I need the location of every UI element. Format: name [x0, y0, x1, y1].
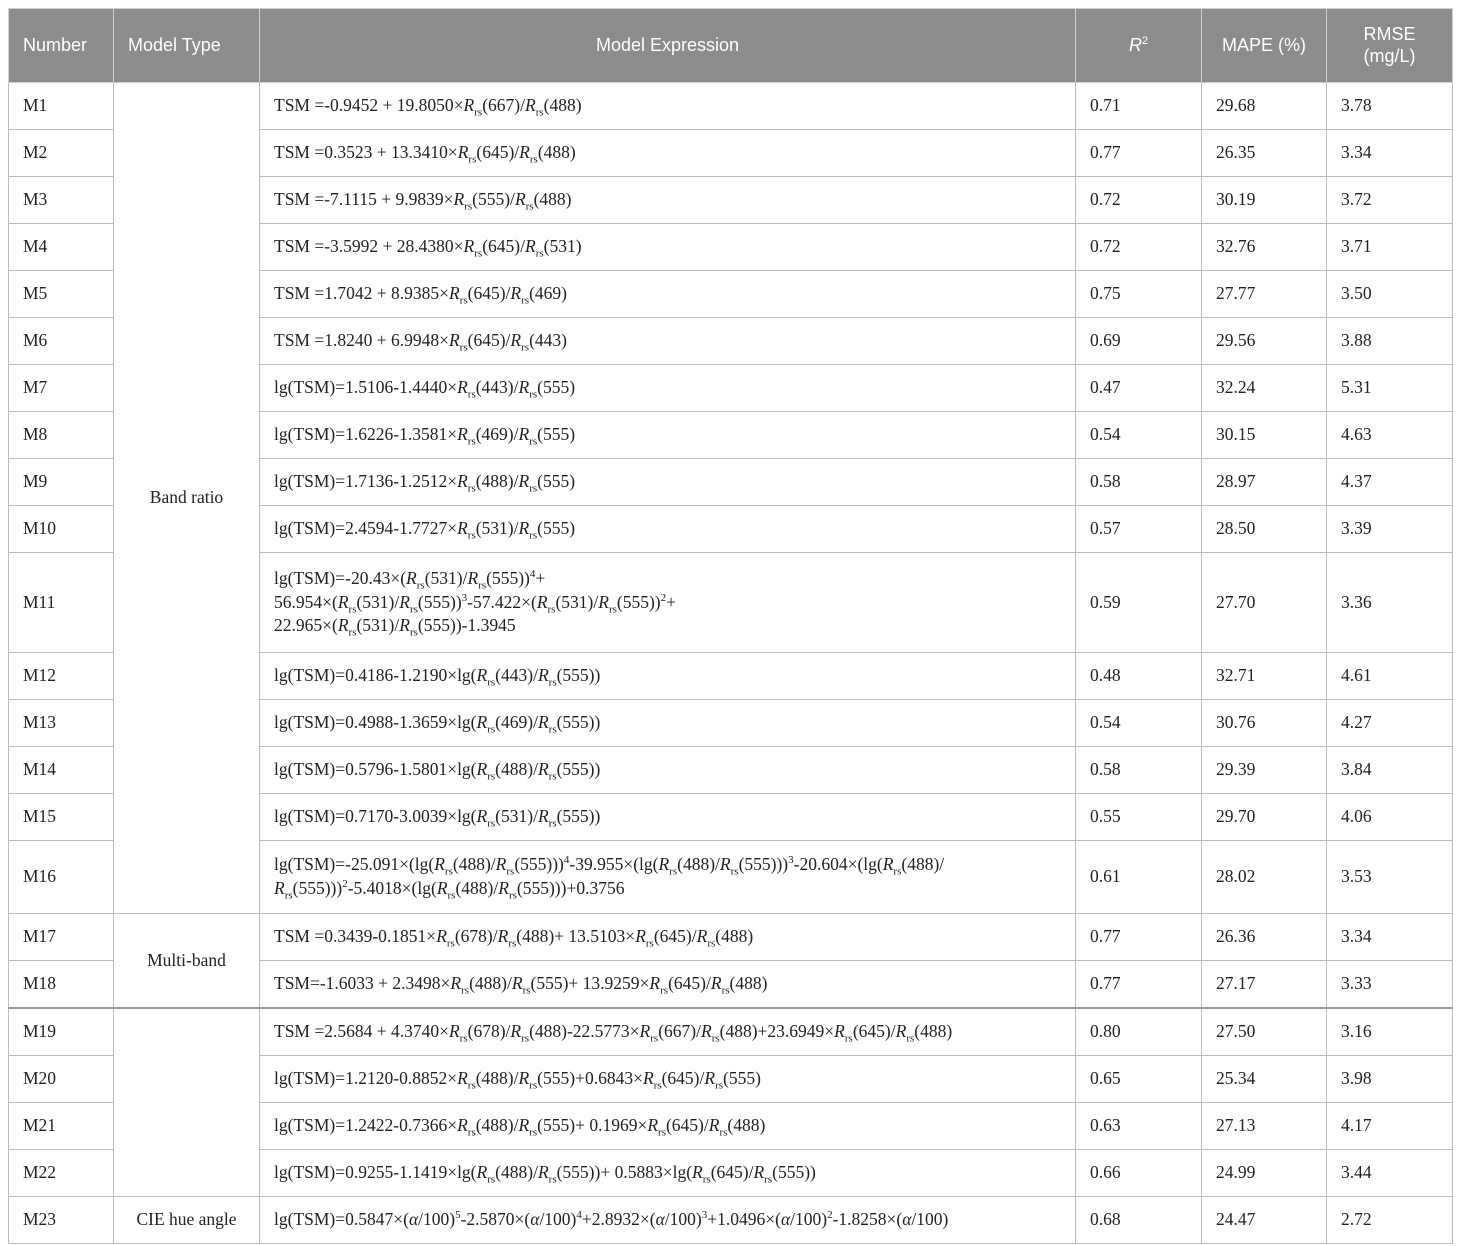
table-body	[9, 83, 1453, 1244]
cell-rmse: 3.36	[1327, 553, 1453, 653]
cell-expression: $\lg(TSM)=0.4186-1.2190\times\lg(R_{rs}(443)/R_{rs}(555))$	[260, 653, 1076, 700]
cell-r2: 0.58	[1076, 747, 1202, 794]
cell-number: M22	[9, 1150, 114, 1197]
cell-mape: 29.39	[1202, 747, 1327, 794]
cell-mape: 32.71	[1202, 653, 1327, 700]
header-number: Number	[9, 9, 114, 83]
cell-rmse: 4.06	[1327, 794, 1453, 841]
cell-rmse: 4.61	[1327, 653, 1453, 700]
table-row	[9, 1008, 1453, 1056]
cell-model-type: Band ratio	[114, 83, 260, 914]
cell-model-type: Multi-band	[114, 914, 260, 1009]
cell-expression: $\lg(TSM)=0.4988-1.3659\times\lg(R_{rs}(469)/R_{rs}(555))$	[260, 700, 1076, 747]
cell-expression: $\lg(TSM)=-25.091\times(\lg(R_{rs}(488)/R_{rs}(555)))^4-39.955\times(\lg(R_{rs}(488)/R_{rs}(555)))^3-20.604\times(\lg(R_{rs}(488)/$ $R_{rs}(555)))^2-5.4018\times(\lg(R_{rs}(488)/R_{rs}(555)))+0.3756$	[260, 841, 1076, 914]
cell-r2: 0.68	[1076, 1197, 1202, 1244]
cell-mape: 30.15	[1202, 412, 1327, 459]
cell-expression: $\lg(TSM)=-20.43\times(R_{rs}(531)/R_{rs}(555))^4+$ $56.954\times(R_{rs}(531)/R_{rs}(555))^3-57.422\times(R_{rs}(531)/R_{rs}(555))^2+$ $22.965\times(R_{rs}(531)/R_{rs}(555))-1.3945$	[260, 553, 1076, 653]
cell-rmse: 3.16	[1327, 1008, 1453, 1056]
cell-number: M23	[9, 1197, 114, 1244]
cell-r2: 0.55	[1076, 794, 1202, 841]
cell-r2: 0.72	[1076, 177, 1202, 224]
cell-rmse: 3.34	[1327, 130, 1453, 177]
cell-expression: $\lg(TSM)=1.6226-1.3581\times R_{rs}(469)/R_{rs}(555)$	[260, 412, 1076, 459]
cell-mape: 27.77	[1202, 271, 1327, 318]
cell-mape: 28.50	[1202, 506, 1327, 553]
cell-mape: 27.50	[1202, 1008, 1327, 1056]
cell-number: M11	[9, 553, 114, 653]
table-row	[9, 1197, 1453, 1244]
cell-expression: TSM $=1.7042 + 8.9385\times R_{rs}(645)/R_{rs}(469)$	[260, 271, 1076, 318]
cell-rmse: 4.37	[1327, 459, 1453, 506]
cell-number: M3	[9, 177, 114, 224]
cell-number: M21	[9, 1103, 114, 1150]
cell-r2: 0.59	[1076, 553, 1202, 653]
cell-expression: TSM $=-0.9452 + 19.8050\times R_{rs}(667)/R_{rs}(488)$	[260, 83, 1076, 130]
cell-mape: 28.97	[1202, 459, 1327, 506]
cell-number: M19	[9, 1008, 114, 1056]
cell-rmse: 3.88	[1327, 318, 1453, 365]
cell-number: M1	[9, 83, 114, 130]
cell-number: M5	[9, 271, 114, 318]
cell-number: M20	[9, 1056, 114, 1103]
cell-expression: TSM $=-7.1115 + 9.9839\times R_{rs}(555)/R_{rs}(488)$	[260, 177, 1076, 224]
header-model-type: Model Type	[114, 9, 260, 83]
cell-rmse: 3.71	[1327, 224, 1453, 271]
cell-number: M14	[9, 747, 114, 794]
table-row	[9, 914, 1453, 961]
cell-rmse: 3.98	[1327, 1056, 1453, 1103]
cell-expression: $\lg(TSM)=2.4594-1.7727\times R_{rs}(531)/R_{rs}(555)$	[260, 506, 1076, 553]
cell-number: M13	[9, 700, 114, 747]
cell-mape: 26.35	[1202, 130, 1327, 177]
cell-mape: 30.76	[1202, 700, 1327, 747]
cell-r2: 0.77	[1076, 130, 1202, 177]
cell-mape: 32.24	[1202, 365, 1327, 412]
cell-number: M7	[9, 365, 114, 412]
cell-mape: 27.70	[1202, 553, 1327, 653]
cell-mape: 29.68	[1202, 83, 1327, 130]
cell-number: M4	[9, 224, 114, 271]
cell-expression: TSM $=0.3523 + 13.3410\times R_{rs}(645)/R_{rs}(488)$	[260, 130, 1076, 177]
cell-r2: 0.80	[1076, 1008, 1202, 1056]
cell-r2: 0.71	[1076, 83, 1202, 130]
header-rmse-line2: (mg/L)	[1363, 45, 1416, 66]
cell-expression: $\lg(TSM)=1.2422-0.7366\times R_{rs}(488)/R_{rs}(555)+ 0.1969\times R_{rs}(645)/R_{rs}(488)$	[260, 1103, 1076, 1150]
cell-expression: TSM $=2.5684 + 4.3740\times R_{rs}(678)/R_{rs}(488)-22.5773\times R_{rs}(667)/R_{rs}(488)+23.6949\times R_{rs}(645)/R_{rs}(488)$	[260, 1008, 1076, 1056]
cell-mape: 30.19	[1202, 177, 1327, 224]
cell-expression: $\lg(TSM)=1.2120-0.8852\times R_{rs}(488)/R_{rs}(555)+0.6843\times R_{rs}(645)/R_{rs}(555)$	[260, 1056, 1076, 1103]
cell-mape: 24.47	[1202, 1197, 1327, 1244]
header-r2: $R^2$	[1076, 9, 1202, 83]
cell-mape: 25.34	[1202, 1056, 1327, 1103]
cell-mape: 28.02	[1202, 841, 1327, 914]
cell-r2: 0.48	[1076, 653, 1202, 700]
cell-expression: $\lg(TSM)=1.7136-1.2512\times R_{rs}(488)/R_{rs}(555)$	[260, 459, 1076, 506]
cell-mape: 27.13	[1202, 1103, 1327, 1150]
cell-rmse: 5.31	[1327, 365, 1453, 412]
cell-r2: 0.72	[1076, 224, 1202, 271]
cell-mape: 32.76	[1202, 224, 1327, 271]
cell-rmse: 4.17	[1327, 1103, 1453, 1150]
cell-expression: $\lg(TSM)=0.5796-1.5801\times\lg(R_{rs}(488)/R_{rs}(555))$	[260, 747, 1076, 794]
cell-model-type: CIE hue angle	[114, 1197, 260, 1244]
cell-expression: $TSM=-1.6033 + 2.3498\times R_{rs}(488)/R_{rs}(555)+ 13.9259\times R_{rs}(645)/R_{rs}(488)$	[260, 961, 1076, 1009]
cell-number: M16	[9, 841, 114, 914]
cell-r2: 0.61	[1076, 841, 1202, 914]
cell-rmse: 3.44	[1327, 1150, 1453, 1197]
cell-expression: TSM $=0.3439-0.1851\times R_{rs}(678)/R_{rs}(488)+ 13.5103\times R_{rs}(645)/R_{rs}(488)$	[260, 914, 1076, 961]
header-row	[9, 9, 1453, 83]
cell-mape: 26.36	[1202, 914, 1327, 961]
cell-mape: 29.56	[1202, 318, 1327, 365]
cell-r2: 0.77	[1076, 914, 1202, 961]
cell-expression: TSM $=-3.5992 + 28.4380\times R_{rs}(645)/R_{rs}(531)$	[260, 224, 1076, 271]
cell-expression: $\lg(TSM)=0.5847\times(\alpha/100)^5-2.5870\times(\alpha/100)^4+2.8932\times(\alpha/100)^3+1.0496\times(\alpha/100)^2-1.8258\times(\alpha/100)$	[260, 1197, 1076, 1244]
cell-number: M6	[9, 318, 114, 365]
cell-rmse: 3.78	[1327, 83, 1453, 130]
table-row	[9, 83, 1453, 130]
cell-number: M8	[9, 412, 114, 459]
cell-r2: 0.66	[1076, 1150, 1202, 1197]
cell-number: M2	[9, 130, 114, 177]
cell-r2: 0.58	[1076, 459, 1202, 506]
cell-number: M9	[9, 459, 114, 506]
cell-expression: $\lg(TSM)=0.9255-1.1419\times\lg(R_{rs}(488)/R_{rs}(555))+ 0.5883\times\lg(R_{rs}(645)/R_{rs}(555))$	[260, 1150, 1076, 1197]
cell-number: M17	[9, 914, 114, 961]
cell-rmse: 3.53	[1327, 841, 1453, 914]
header-mape: MAPE (%)	[1202, 9, 1327, 83]
cell-r2: 0.63	[1076, 1103, 1202, 1150]
cell-expression: $\lg(TSM)=0.7170-3.0039\times\lg(R_{rs}(531)/R_{rs}(555))$	[260, 794, 1076, 841]
cell-number: M12	[9, 653, 114, 700]
cell-r2: 0.54	[1076, 700, 1202, 747]
cell-rmse: 3.84	[1327, 747, 1453, 794]
cell-r2: 0.77	[1076, 961, 1202, 1009]
cell-r2: 0.54	[1076, 412, 1202, 459]
cell-expression: TSM $=1.8240 + 6.9948\times R_{rs}(645)/R_{rs}(443)$	[260, 318, 1076, 365]
cell-mape: 24.99	[1202, 1150, 1327, 1197]
cell-mape: 29.70	[1202, 794, 1327, 841]
cell-r2: 0.47	[1076, 365, 1202, 412]
cell-rmse: 3.34	[1327, 914, 1453, 961]
cell-r2: 0.69	[1076, 318, 1202, 365]
cell-rmse: 3.33	[1327, 961, 1453, 1009]
cell-model-type	[114, 1008, 260, 1197]
cell-r2: 0.75	[1076, 271, 1202, 318]
cell-number: M15	[9, 794, 114, 841]
cell-number: M18	[9, 961, 114, 1009]
cell-number: M10	[9, 506, 114, 553]
cell-rmse: 2.72	[1327, 1197, 1453, 1244]
header-rmse	[1327, 9, 1453, 83]
cell-r2: 0.65	[1076, 1056, 1202, 1103]
cell-rmse: 3.39	[1327, 506, 1453, 553]
cell-expression: $\lg(TSM)=1.5106-1.4440\times R_{rs}(443)/R_{rs}(555)$	[260, 365, 1076, 412]
model-table	[8, 8, 1453, 1244]
cell-r2: 0.57	[1076, 506, 1202, 553]
header-expression: Model Expression	[260, 9, 1076, 83]
cell-rmse: 3.50	[1327, 271, 1453, 318]
header-rmse-line1: RMSE	[1363, 23, 1416, 44]
cell-rmse: 3.72	[1327, 177, 1453, 224]
cell-rmse: 4.63	[1327, 412, 1453, 459]
cell-rmse: 4.27	[1327, 700, 1453, 747]
cell-mape: 27.17	[1202, 961, 1327, 1009]
